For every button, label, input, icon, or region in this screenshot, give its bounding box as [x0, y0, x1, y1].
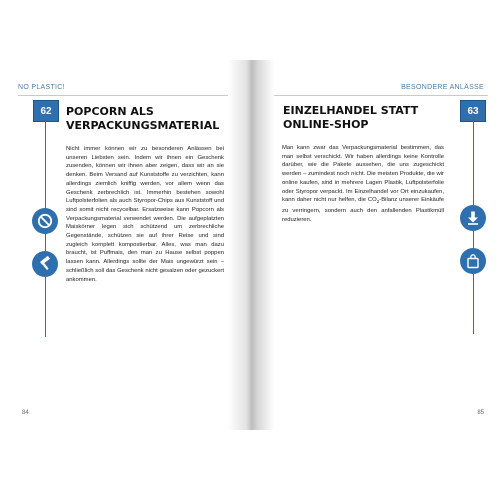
- title-line: VERPACKUNGSMATERIAL: [66, 119, 220, 132]
- tip-number-62: 62: [33, 100, 59, 122]
- tip-body-left: Nicht immer können wir zu besonderen Anlässen bei unseren Liebsten sein. Indem wir ihnen ein Geschenk zusenden, können wir ihnen aber zeigen, dass wir an sie denken. Beim Versand auf Kunststoffe zu verzichten, kann allerdings ziemlich kniffig werden, vor allem wenn das Geschenk zerbrechlich ist. Immerhin bestehen sowohl Luftpolsterfolien als auch Styropor-Chips aus Kunststoff und sind somit nicht recycelbar. Ersatzweise kann Popcorn als Verpackungsmaterial verwendet werden. Die aufgeplatzten Maiskörner legen sich schützend um zerbrechliche Gegenstände, schützen sie auf ihrer Reise und sind zugleich komplett kompostierbar. Alles, was man dazu braucht, ist Puffmais, den man zu Hause selbst poppen lassen kann. Allerdings sollte der Mais ungewürzt sein – schließlich soll das Geschenk nicht gesalzen oder gezuckert ankommen.: [66, 146, 224, 283]
- tip-body-right: [282, 144, 444, 225]
- icon-connector-line: [45, 234, 46, 251]
- running-head-left: NO PLASTIC!: [18, 84, 65, 91]
- body-text-part: -Bilanz unserer Einkäufe zu verringern, sondern auch den anfallenden Plastikmüll reduzieren.: [282, 197, 444, 223]
- title-line: ONLINE-SHOP: [283, 118, 369, 131]
- left-page: [0, 60, 254, 430]
- icon-connector-line: [45, 277, 46, 337]
- co2-subscript: 2: [376, 199, 380, 205]
- header-rule-right: [268, 95, 488, 96]
- shopping-bag-icon: [460, 248, 486, 274]
- icon-connector-line: [473, 231, 474, 248]
- icon-connector-line: [473, 121, 474, 205]
- download-arrow-icon: [460, 205, 486, 231]
- tip-number-63: 63: [460, 100, 486, 122]
- icon-connector-line: [473, 274, 474, 334]
- tip-title-left: [66, 105, 219, 133]
- book-spread: [0, 60, 500, 430]
- icon-connector-line: [45, 121, 46, 208]
- tip-title-right: [283, 104, 418, 132]
- body-text-part: Man kann zwar das Verpackungsmaterial bestimmen, das man selbst verschickt. Wir haben allerdings keine Kontrolle darüber, wie die Pakete aussehen, die uns zugeschickt werden – zumindest noch nicht. Die meisten Produkte, die wir online kaufen, sind in mehrere Lagen Plastik, Luftpolsterfolie oder Styropor verpackt. Im Einzelhandel vor Ort einzukaufen, kann daher nicht nur helfen, die CO: [282, 145, 444, 204]
- page-number-left: 84: [22, 410, 29, 416]
- book-gutter-shadow: [228, 60, 274, 430]
- title-line: POPCORN ALS: [66, 105, 154, 118]
- right-page: [262, 60, 500, 430]
- title-line: EINZELHANDEL STATT: [283, 104, 419, 117]
- header-rule-left: [18, 95, 250, 96]
- no-sign-icon: [32, 208, 58, 234]
- page-number-right: 85: [477, 410, 484, 416]
- running-head-right: BESONDERE ANLÄSSE: [401, 84, 484, 91]
- hammer-icon: [32, 251, 58, 277]
